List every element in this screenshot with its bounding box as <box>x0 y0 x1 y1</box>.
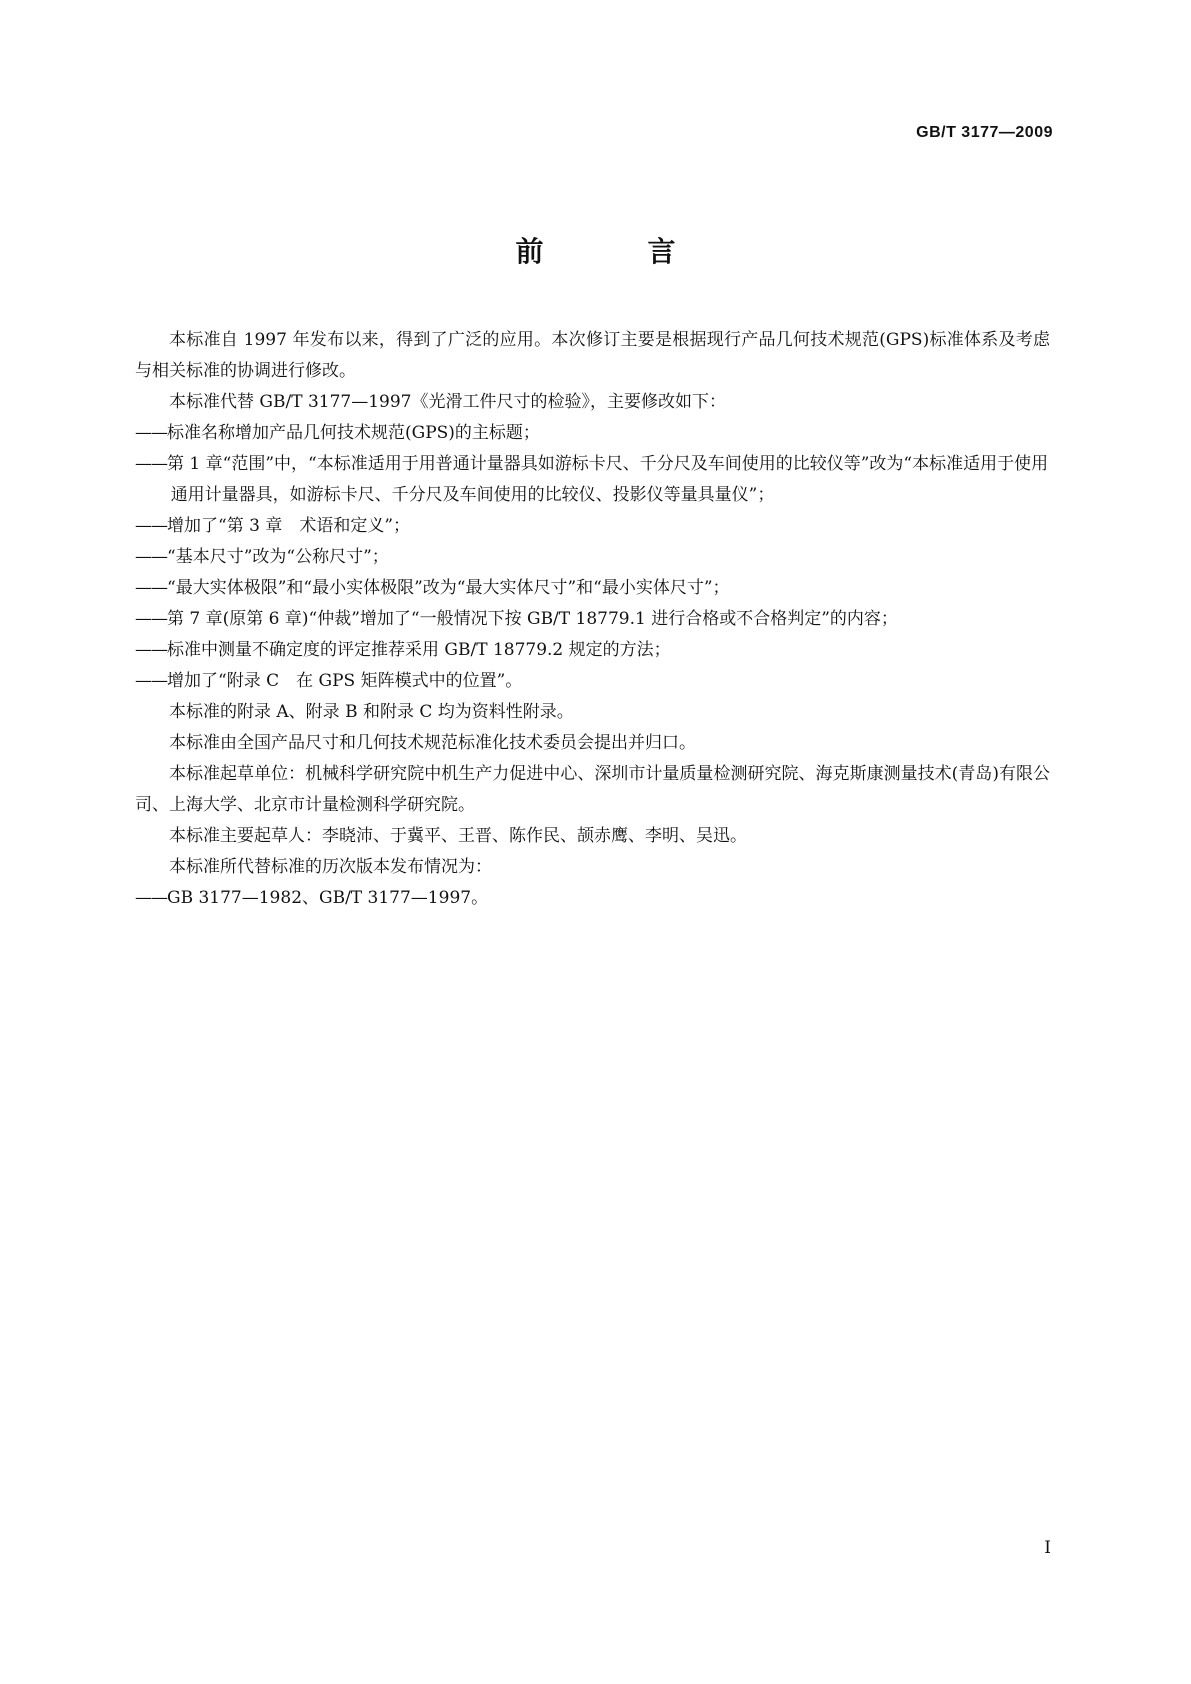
page-number: I <box>1044 1538 1051 1558</box>
paragraph-drafters: 本标准主要起草人：李晓沛、于冀平、王晋、陈作民、颉赤鹰、李明、吴迅。 <box>169 826 747 846</box>
paragraph-appendix-note: 本标准的附录 A、附录 B 和附录 C 均为资料性附录。 <box>169 702 574 722</box>
dash-marker: —— <box>135 578 167 598</box>
paragraph-drafting-units: 本标准起草单位：机械科学研究院中机生产力促进中心、深圳市计量质量检测研究院、海克斯康测量技术(青岛)有限公司、上海大学、北京市计量检测科学研究院。 <box>135 764 1050 815</box>
list-item-text: “基本尺寸”改为“公称尺寸”； <box>167 547 389 567</box>
list-item-text: “最大实体极限”和“最小实体极限”改为“最大实体尺寸”和“最小实体尺寸”； <box>167 578 730 598</box>
page-title: 前 言 <box>515 235 714 268</box>
list-item <box>135 542 1050 573</box>
standard-code: GB/T 3177—2009 <box>916 124 1053 141</box>
dash-marker: —— <box>135 609 167 629</box>
dash-marker: —— <box>135 547 167 567</box>
dash-marker: —— <box>135 671 167 691</box>
dash-marker: —— <box>135 516 167 536</box>
dash-marker: —— <box>135 640 167 660</box>
list-item-text: 第 1 章“范围”中，“本标准适用于用普通计量器具如游标卡尺、千分尺及车间使用的比较仪等”改为“本标准适用于使用通用计量器具，如游标卡尺、千分尺及车间使用的比较仪、投影仪等量具量仪”； <box>167 454 1049 505</box>
list-item <box>135 883 1050 914</box>
document-body <box>135 325 1050 914</box>
list-item <box>135 635 1050 666</box>
list-item-text: 增加了“附录 C 在 GPS 矩阵模式中的位置”。 <box>167 671 523 691</box>
list-item <box>135 666 1050 697</box>
list-item <box>135 573 1050 604</box>
paragraph-replaces: 本标准代替 GB/T 3177—1997《光滑工件尺寸的检验》，主要修改如下： <box>169 392 726 412</box>
list-item <box>135 511 1050 542</box>
list-item <box>135 604 1050 635</box>
list-item-text: 第 7 章(原第 6 章)“仲裁”增加了“一般情况下按 GB/T 18779.1 进行合格或不合格判定”的内容； <box>167 609 898 629</box>
list-item-text: 标准中测量不确定度的评定推荐采用 GB/T 18779.2 规定的方法； <box>167 640 671 660</box>
list-item-text: GB 3177—1982、GB/T 3177—1997。 <box>167 888 489 908</box>
paragraph-intro: 本标准自 1997 年发布以来，得到了广泛的应用。本次修订主要是根据现行产品几何技术规范(GPS)标准体系及考虑与相关标准的协调进行修改。 <box>135 330 1050 381</box>
list-item <box>135 449 1050 511</box>
list-item-text: 增加了“第 3 章 术语和定义”； <box>167 516 411 536</box>
dash-marker: —— <box>135 423 167 443</box>
list-item-text: 标准名称增加产品几何技术规范(GPS)的主标题； <box>167 423 540 443</box>
dash-marker: —— <box>135 888 167 908</box>
list-item <box>135 418 1050 449</box>
dash-marker: —— <box>135 454 167 474</box>
paragraph-proposer: 本标准由全国产品尺寸和几何技术规范标准化技术委员会提出并归口。 <box>169 733 696 753</box>
paragraph-history: 本标准所代替标准的历次版本发布情况为： <box>169 857 492 877</box>
